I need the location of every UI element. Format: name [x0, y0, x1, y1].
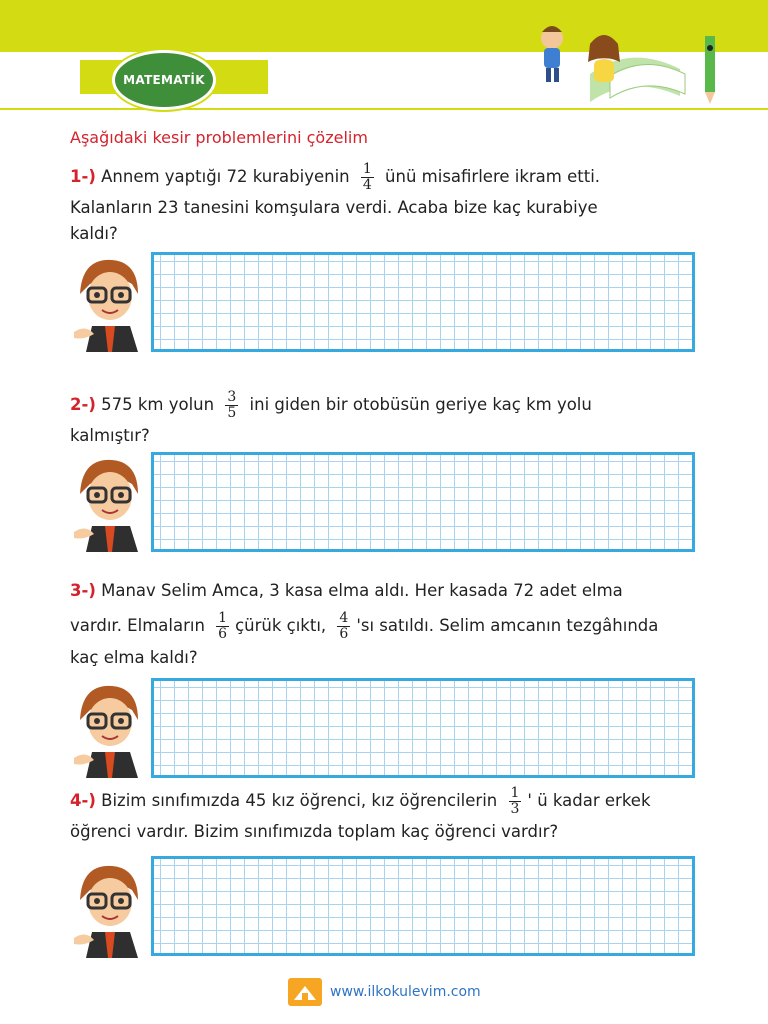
teacher-boy-illustration [72, 454, 152, 552]
question-2-line-1 [70, 390, 695, 421]
teacher-boy-illustration [72, 860, 152, 958]
question-number: 1-) [70, 167, 96, 186]
question-text: öğrenci vardır. Bizim sınıfımızda toplam kaç öğrenci vardır? [70, 822, 559, 841]
denominator: 4 [362, 177, 372, 193]
footer [288, 978, 481, 1006]
question-text: Manav Selim Amca, 3 kasa elma aldı. Her kasada 72 adet elma [101, 581, 623, 600]
fraction [361, 162, 374, 193]
question-text: 'sı satıldı. Selim amcanın tezgâhında [356, 616, 659, 635]
question-4 [70, 786, 695, 847]
denominator: 3 [510, 801, 520, 817]
kids-reading-illustration [520, 14, 730, 108]
numerator: 1 [510, 785, 520, 801]
question-text: kaldı? [70, 224, 118, 243]
denominator: 5 [227, 405, 237, 421]
answer-grid[interactable] [151, 856, 695, 956]
question-text: çürük çıktı, [235, 616, 327, 635]
question-3-line-1 [70, 576, 695, 606]
question-text: 575 km yolun [101, 395, 215, 414]
question-3 [70, 576, 695, 670]
question-text: ini giden bir otobüsün geriye kaç km yolu [249, 395, 592, 414]
question-1 [70, 162, 695, 245]
denominator: 6 [339, 626, 349, 642]
question-number: 2-) [70, 395, 96, 414]
teacher-boy-illustration [72, 680, 152, 778]
numerator: 3 [227, 389, 237, 405]
question-number: 4-) [70, 791, 96, 810]
question-text: ünü misafirlere ikram etti. [385, 167, 601, 186]
teacher-boy-illustration [72, 254, 152, 352]
worksheet-title: Aşağıdaki kesir problemlerini çözelim [70, 128, 368, 147]
question-text: Annem yaptığı 72 kurabiyenin [101, 167, 350, 186]
subject-badge [112, 50, 216, 110]
question-4-line-1 [70, 786, 695, 817]
header-divider [0, 108, 768, 110]
question-3-line-2 [70, 606, 695, 646]
question-text: kaç elma kaldı? [70, 648, 198, 667]
footer-url-link[interactable]: www.ilkokulevim.com [330, 984, 481, 1000]
subject-label: MATEMATİK [123, 73, 205, 87]
question-text: vardır. Elmaların [70, 616, 205, 635]
answer-grid[interactable] [151, 678, 695, 778]
question-1-line-1 [70, 162, 695, 193]
question-text: Kalanların 23 tanesini komşulara verdi. Acaba bize kaç kurabiye [70, 198, 598, 217]
numerator: 1 [362, 161, 372, 177]
question-2 [70, 390, 695, 451]
question-text: ' ü kadar erkek [527, 791, 651, 810]
numerator: 4 [339, 610, 349, 626]
fraction [337, 611, 350, 642]
question-number: 3-) [70, 581, 96, 600]
fraction [509, 786, 522, 817]
fraction [216, 611, 229, 642]
question-text: Bizim sınıfımızda 45 kız öğrenci, kız öğrencilerin [101, 791, 498, 810]
fraction [225, 390, 238, 421]
numerator: 1 [218, 610, 228, 626]
site-logo-icon [288, 978, 322, 1006]
answer-grid[interactable] [151, 452, 695, 552]
question-text: kalmıştır? [70, 426, 150, 445]
answer-grid[interactable] [151, 252, 695, 352]
denominator: 6 [218, 626, 228, 642]
